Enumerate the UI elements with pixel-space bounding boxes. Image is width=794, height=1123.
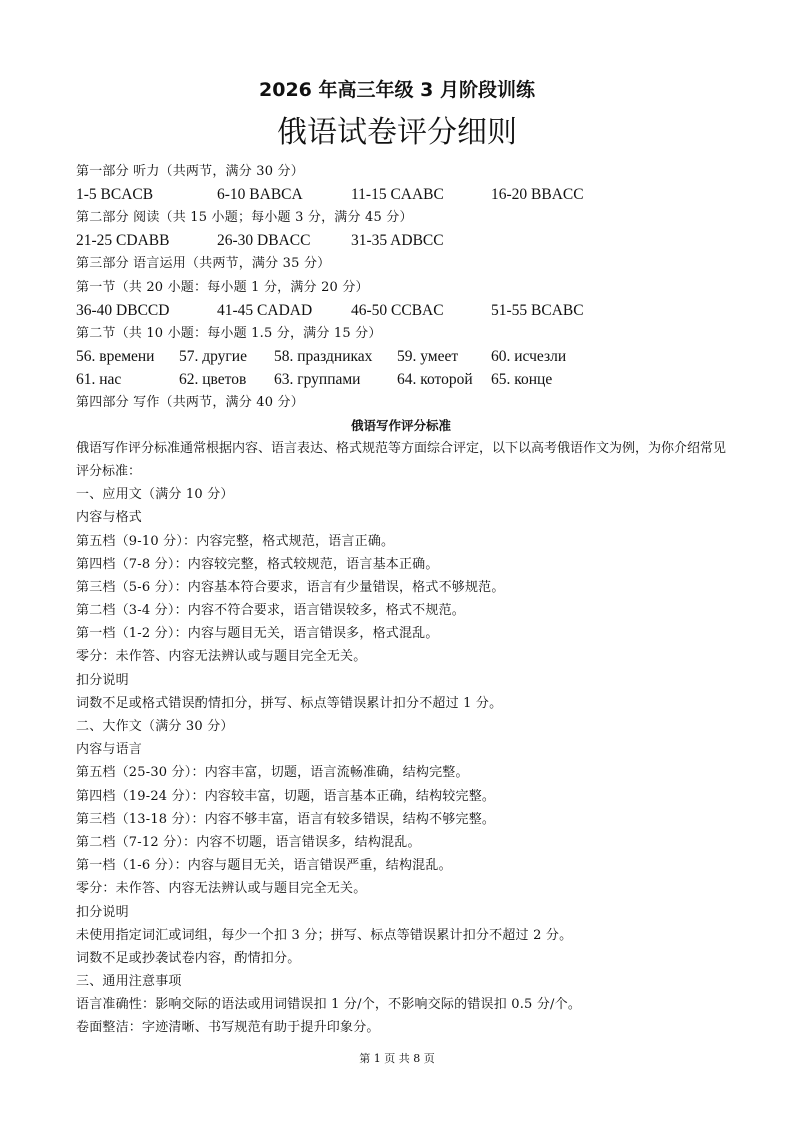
criteria-line: 词数不足或格式错误酌情扣分，拼写、标点等错误累计扣分不超过 1 分。 bbox=[76, 695, 503, 711]
word-answer: 59. умеет bbox=[397, 347, 459, 365]
criteria-line: 卷面整洁：字迹清晰、书写规范有助于提升印象分。 bbox=[76, 1020, 380, 1036]
criteria-line: 未使用指定词汇或词组，每少一个扣 3 分；拼写、标点等错误累计扣分不超过 2 分。 bbox=[76, 927, 573, 943]
document-subtitle: 俄语试卷评分细则 bbox=[277, 115, 517, 150]
criteria-line: 第二档（7-12 分）：内容不切题，语言错误多，结构混乱。 bbox=[76, 834, 421, 850]
part2-answers bbox=[76, 229, 726, 252]
answer-group: 16-20 BBACC bbox=[491, 186, 584, 204]
word-answer: 65. конце bbox=[491, 370, 553, 388]
part3-section2-row2 bbox=[76, 368, 726, 391]
part1-answers bbox=[76, 183, 726, 206]
page-number: 第 1 页 共 8 页 bbox=[359, 1052, 435, 1065]
part4-heading: 第四部分 写作（共两节，满分 40 分） bbox=[76, 394, 304, 410]
criteria-line: 扣分说明 bbox=[76, 904, 129, 920]
criteria-line: 一、应用文（满分 10 分） bbox=[76, 487, 234, 503]
part3-section1-heading: 第一节（共 20 小题：每小题 1 分，满分 20 分） bbox=[76, 279, 369, 295]
answer-group: 6-10 BABCA bbox=[217, 186, 303, 204]
criteria-line: 零分：未作答、内容无法辨认或与题目完全无关。 bbox=[76, 649, 367, 665]
answer-group: 41-45 CADAD bbox=[217, 301, 313, 319]
answer-group: 46-50 CCBAC bbox=[351, 301, 444, 319]
criteria-line: 第五档（25-30 分）：内容丰富，切题，语言流畅准确，结构完整。 bbox=[76, 765, 469, 781]
answer-group: 21-25 CDABB bbox=[76, 232, 170, 250]
part3-section1-answers bbox=[76, 299, 726, 322]
word-answer: 63. группами bbox=[274, 370, 361, 388]
criteria-line: 第三档（5-6 分）：内容基本符合要求，语言有少量错误，格式不够规范。 bbox=[76, 579, 505, 595]
criteria-line: 扣分说明 bbox=[76, 672, 129, 688]
document-body bbox=[76, 160, 726, 1040]
word-answer: 57. другие bbox=[179, 347, 247, 365]
criteria-line: 三、通用注意事项 bbox=[76, 974, 182, 990]
word-answer: 61. нас bbox=[76, 370, 122, 388]
part3-heading: 第三部分 语言运用（共两节，满分 35 分） bbox=[76, 256, 331, 272]
criteria-line: 零分：未作答、内容无法辨认或与题目完全无关。 bbox=[76, 881, 367, 897]
answer-group: 26-30 DBACC bbox=[217, 232, 311, 250]
part2-heading: 第二部分 阅读（共 15 小题；每小题 3 分，满分 45 分） bbox=[76, 210, 413, 226]
answer-group: 36-40 DBCCD bbox=[76, 301, 170, 319]
word-answer: 64. которой bbox=[397, 370, 473, 388]
part1-heading: 第一部分 听力（共两节，满分 30 分） bbox=[76, 164, 304, 179]
criteria-line: 第三档（13-18 分）：内容不够丰富，语言有较多错误，结构不够完整。 bbox=[76, 811, 496, 827]
word-answer: 58. праздниках bbox=[274, 347, 373, 365]
criteria-line: 内容与格式 bbox=[76, 510, 143, 526]
criteria-line: 词数不足或抄袭试卷内容，酌情扣分。 bbox=[76, 950, 301, 966]
criteria-line: 内容与语言 bbox=[76, 742, 143, 758]
criteria-line: 第四档（19-24 分）：内容较丰富，切题，语言基本正确，结构较完整。 bbox=[76, 788, 496, 804]
part3-section2-heading: 第二节（共 10 小题：每小题 1.5 分，满分 15 分） bbox=[76, 325, 382, 341]
criteria-line: 第一档（1-2 分）：内容与题目无关，语言错误多，格式混乱。 bbox=[76, 626, 439, 642]
word-answer: 62. цветов bbox=[179, 370, 247, 388]
writing-criteria-title: 俄语写作评分标准 bbox=[350, 418, 451, 434]
answer-group: 31-35 ADBCC bbox=[351, 232, 444, 250]
word-answer: 56. времени bbox=[76, 347, 155, 365]
criteria-line: 第一档（1-6 分）：内容与题目无关，语言错误严重，结构混乱。 bbox=[76, 858, 452, 874]
word-answer: 60. исчезли bbox=[491, 347, 567, 365]
answer-group: 1-5 BCACB bbox=[76, 186, 154, 204]
criteria-line: 第二档（3-4 分）：内容不符合要求，语言错误较多，格式不规范。 bbox=[76, 603, 465, 619]
answer-group: 11-15 CAABC bbox=[351, 186, 444, 204]
exam-title: 2026 年高三年级 3 月阶段训练 bbox=[259, 79, 535, 101]
answer-group: 51-55 BCABC bbox=[491, 301, 584, 319]
criteria-line: 语言准确性：影响交际的语法或用词错误扣 1 分/个，不影响交际的错误扣 0.5 分/个。 bbox=[76, 997, 582, 1013]
criteria-line: 二、大作文（满分 30 分） bbox=[76, 719, 234, 734]
writing-criteria-intro: 俄语写作评分标准通常根据内容、语言表达、格式规范等方面综合评定，以下以高考俄语作文为例，为你介绍常见评分标准： bbox=[76, 441, 727, 480]
part3-section2-row1 bbox=[76, 345, 726, 368]
criteria-line: 第五档（9-10 分）：内容完整，格式规范，语言正确。 bbox=[76, 533, 395, 549]
criteria-line: 第四档（7-8 分）：内容较完整，格式较规范，语言基本正确。 bbox=[76, 556, 439, 572]
